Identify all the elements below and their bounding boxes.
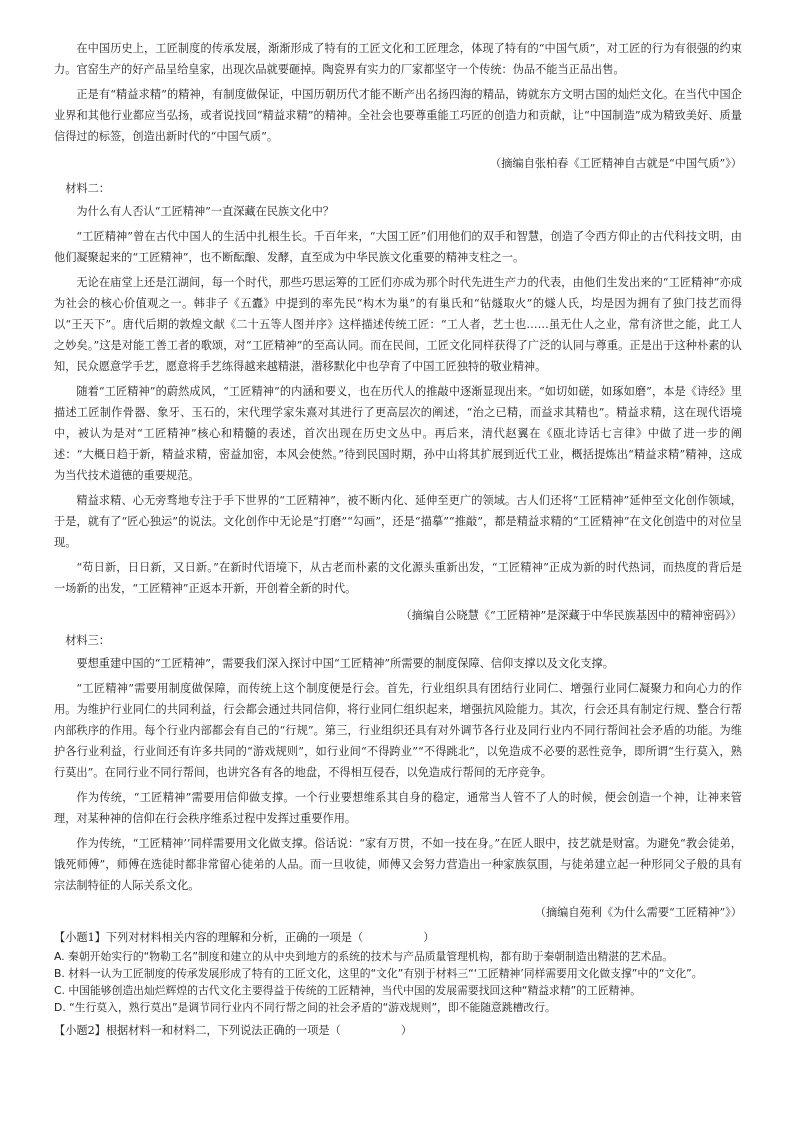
material1-source: （摘编自张柏春《工匠精神自古就是“中国气质”》） <box>490 157 742 170</box>
material1-paragraph-1: 在中国历史上，工匠制度的传承发展，渐渐形成了特有的工匠文化和工匠理念，体现了特有的“中国气质”，对工匠的行为有很强的约束力。官窑生产的好产品呈给皇家，出现次品就要砸掉。陶瓷界有实力的厂家都坚守一个传统：伪品不能当正品出售。 <box>54 42 742 76</box>
material3-paragraph-1: 要想重建中国的“工匠精神”，需要我们深入探讨中国“工匠精神”所需要的制度保障、信仰支撑以及文化支撑。 <box>76 657 614 670</box>
material2-source: （摘编自公晓慧《“工匠精神”是深藏于中华民族基因中的精神密码》） <box>400 609 742 622</box>
question-1-option-a[interactable]: A. 秦朝开始实行的“物勒工名”制度和建立的从中央到地方的系统的技术与产品质量管理机构，都有助于秦朝制造出精湛的艺术品。 <box>54 950 674 963</box>
material3-label: 材料三： <box>65 634 110 647</box>
material3-source: （摘编自苑利《为什么需要“工匠精神”》） <box>534 906 742 919</box>
material2-paragraph-6: “苟日新，日日新，又日新。”在新时代语境下，从古老而朴素的文化源头重新出发，“工匠精神”正成为新的时代热词，而热度的背后是一场新的出发，“工匠精神”正返本开新，开创着全新的时代。 <box>54 561 742 595</box>
material2-paragraph-1: 为什么有人否认“工匠精神”一直深藏在民族文化中？ <box>76 205 334 218</box>
material3-paragraph-2: “工匠精神”需要用制度做保障，而传统上这个制度便是行会。首先，行业组织具有团结行业同仁、增强行业同仁凝聚力和向心力的作用。为维护行业同仁的共同利益，行会都会通过共同信仰，将行业同仁组织起来，增强抗风险能力。其次，行会还具有制定行规、整合行帮内部秩序的作用。每个行业内部都会有自己的“行规”。第三，行业组织还具有对外调节各行业及同行业内不同行帮间社会矛盾的功能。为维护各行业利益，行业间还有许多共同的“游戏规则”，如行业间“不得跨业”“不得跳北”，以免造成不必要的恶性竞争，即所谓“生行莫入，熟行莫出”。在同行业不同行帮间，也讲究各有各的地盘，不得相互侵吞，以免造成行帮间的无序竞争。 <box>54 682 742 779</box>
question-1-option-b[interactable]: B. 材料一认为工匠制度的传承发展形成了特有的工匠文化，这里的“文化”有别于材料三“‘工匠精神’同样需要用文化做支撑”中的“文化”。 <box>54 967 703 980</box>
question-1-title: 【小题1】下列对材料相关内容的理解和分析，正确的一项是（ ） <box>54 931 435 944</box>
material2-paragraph-2: “工匠精神”曾在古代中国人的生活中扎根生长。千百年来，“大国工匠”们用他们的双手和智慧，创造了令西方仰止的古代科技文明，由他们凝聚起来的“工匠精神”，也不断酝酿、发酵，直至成为中华民族文化重要的精神支柱之一。 <box>54 230 742 264</box>
material3-paragraph-4: 作为传统，“工匠精神’’同样需要用文化做支撑。俗话说：“家有万贯，不如一技在身。”在匠人眼中，技艺就是财富。为避免“教会徒弟，饿死师傅”，师傅在选徒时都非常留心徒弟的人品。而一旦收徒，师傅又会努力营造出一种家族氛围，与徒弟建立起一种形同父子般的具有宗法制特征的人际关系文化。 <box>54 837 742 892</box>
material2-paragraph-5: 精益求精、心无旁骛地专注于手下世界的“工匠精神”，被不断内化、延伸至更广的领域。古人们还将“工匠精神”延伸至文化创作领域，于是，就有了“匠心独运”的说法。文化创作中无论是“打磨”“勾画”，还是“描摹”“推敲”，都是精益求精的“工匠精神”在文化创造中的对位呈现。 <box>54 494 742 549</box>
material3-paragraph-3: 作为传统，“工匠精神”需要用信仰做支撑。一个行业要想维系其自身的稳定，通常当人管不了人的时候，便会创造一个神，让神来管理，对某种神的信仰在行会秩序维系过程中发挥过重要作用。 <box>54 791 742 825</box>
question-1-option-d[interactable]: D. “生行莫入，熟行莫出”是调节同行业内不同行帮之间的社会矛盾的“游戏规则”，即不能随意跳槽改行。 <box>54 1001 556 1014</box>
material2-label: 材料二： <box>65 182 110 195</box>
material1-paragraph-2: 正是有“精益求精”的精神，有制度做保证，中国历朝历代才能不断产出名扬四海的精品，铸就东方文明古国的灿烂文化。在当代中国企业界和其他行业都应当弘扬，或者说找回“精益求精”的精神。全社会也要尊重能工巧匠的创造力和贡献，让“中国制造”成为精致美好、质量信得过的标签，创造出新时代的“中国气质”。 <box>54 88 742 143</box>
question-1-option-c[interactable]: C. 中国能够创造出灿烂辉煌的古代文化主要得益于传统的工匠精神，当代中国的发展需要找回这种“精益求精”的工匠精神。 <box>54 984 642 997</box>
material2-paragraph-3: 无论在庙堂上还是江湖间，每一个时代，那些巧思运筹的工匠们亦成为那个时代先进生产力的代表，由他们生发出来的“工匠精神”亦成为社会的核心价值观之一。韩非子《五蠹》中提到的率先民“构木为巢”的有巢氏和“钻燧取火”的燧人氏，均是因为拥有了独门技艺而得以“王天下”。唐代后期的敦煌文献《二十五等人图并序》这样描述传统工匠：“工人者，艺士也……虽无仕人之业，常有济世之能，此工人之妙矣。”这是对能工善工者的歌颂，对“工匠精神”的至高认同。而在民间，工匠文化同样获得了广泛的认同与尊重。正是出于这种朴素的认知，民众愿意学手艺，愿意将手艺练得越来越精湛，潜移默化中也孕育了中国工匠独特的敬业精神。 <box>54 276 742 373</box>
question-2-title: 【小题2】根据材料一和材料二，下列说法正确的一项是（ ） <box>54 1024 413 1037</box>
material2-paragraph-4: 随着“工匠精神”的蔚然成风，“工匠精神”的内涵和要义，也在历代人的推敲中逐渐显现出来。“如切如磋，如琢如磨”，本是《诗经》里描述工匠制作骨器、象牙、玉石的，宋代理学家朱熹对其进行了更高层次的阐述，“治之已精，而益求其精也”。精益求精，这在现代语境中，被认为是对“工匠精神”核心和精髓的表述，首次出现在历史文丛中。再后来，清代赵翼在《瓯北诗话七言律》中做了进一步的阐述：“大概日趋于新，精益求精，密益加密，本风会使然。”待到民国时期，孙中山将其扩展到近代工业，概括提炼出“精益求精”精神，这成为当代技术道德的重要规范。 <box>54 385 742 482</box>
